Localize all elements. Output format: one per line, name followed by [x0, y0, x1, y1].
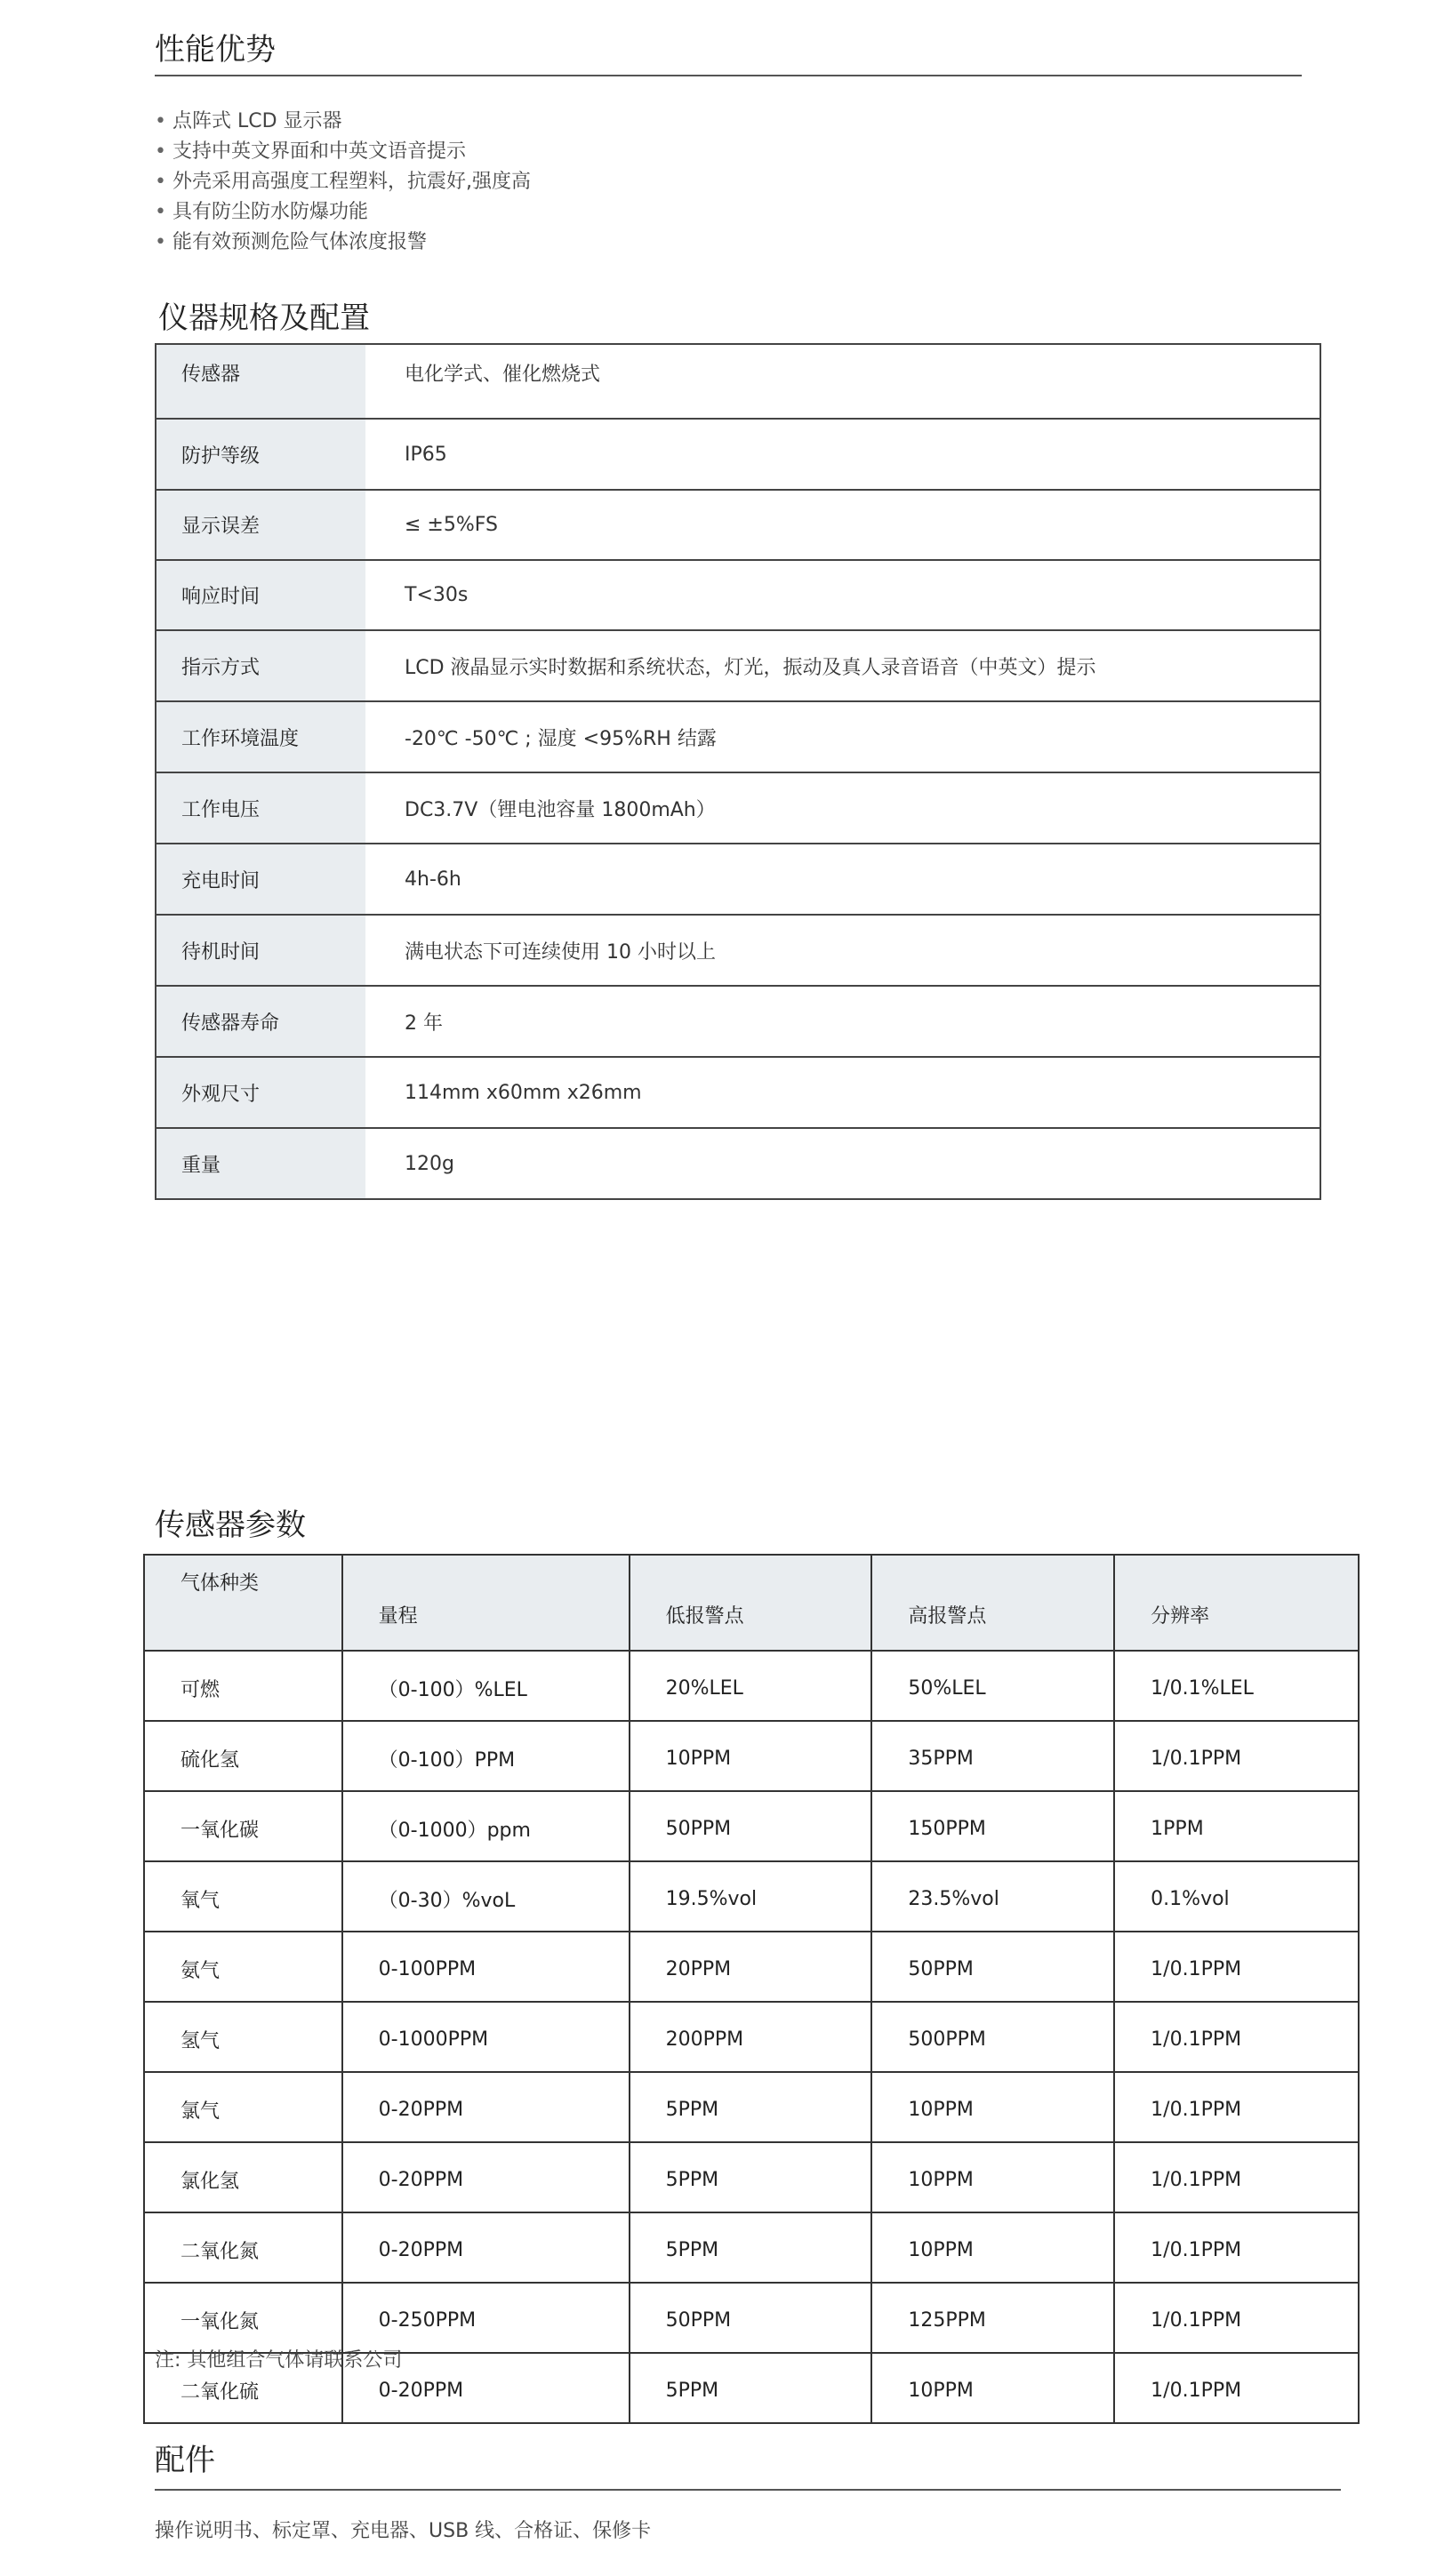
- table-cell: 0-1000PPM: [342, 2002, 630, 2072]
- table-cell: 125PPM: [871, 2283, 1114, 2353]
- spec-key: 充电时间: [156, 844, 365, 915]
- table-cell: 5PPM: [630, 2212, 872, 2283]
- table-row: [156, 1128, 1320, 1199]
- table-cell: 35PPM: [871, 1721, 1114, 1791]
- list-item: • 外壳采用高强度工程塑料，抗震好,强度高: [155, 167, 531, 197]
- table-cell: 150PPM: [871, 1791, 1114, 1861]
- table-cell: （0-1000）ppm: [342, 1791, 630, 1861]
- table-row: [156, 344, 1320, 419]
- spec-value: 4h-6h: [365, 844, 1320, 915]
- table-cell: 1/0.1PPM: [1114, 2283, 1359, 2353]
- table-row: [144, 2212, 1359, 2283]
- spec-key: 显示误差: [156, 490, 365, 560]
- spec-key: 外观尺寸: [156, 1057, 365, 1128]
- table-cell: 500PPM: [871, 2002, 1114, 2072]
- accessories-divider: [155, 2489, 1341, 2491]
- spec-value: 满电状态下可连续使用 10 小时以上: [365, 915, 1320, 986]
- table-row: [156, 844, 1320, 915]
- sensor-title: 传感器参数: [155, 1508, 306, 1543]
- spec-title: 仪器规格及配置: [158, 300, 370, 336]
- table-cell: 1/0.1%LEL: [1114, 1651, 1359, 1721]
- spec-value: ≤ ±5%FS: [365, 490, 1320, 560]
- spec-key: 防护等级: [156, 419, 365, 490]
- table-cell: 0-20PPM: [342, 2212, 630, 2283]
- table-cell: 10PPM: [871, 2072, 1114, 2142]
- table-cell: 0-20PPM: [342, 2353, 630, 2423]
- spec-value: LCD 液晶显示实时数据和系统状态，灯光，振动及真人录音语音（中英文）提示: [365, 630, 1320, 701]
- table-cell: 一氧化氮: [144, 2283, 342, 2353]
- table-cell: 5PPM: [630, 2072, 872, 2142]
- table-cell: 1/0.1PPM: [1114, 2142, 1359, 2212]
- spec-key: 待机时间: [156, 915, 365, 986]
- bullet-icon: •: [155, 171, 166, 193]
- list-item: • 支持中英文界面和中英文语音提示: [155, 137, 531, 167]
- table-cell: （0-30）%voL: [342, 1861, 630, 1932]
- spec-key: 重量: [156, 1128, 365, 1199]
- table-row: [156, 630, 1320, 701]
- bullet-icon: •: [155, 231, 166, 253]
- table-cell: 50%LEL: [871, 1651, 1114, 1721]
- spec-value: -20℃ -50℃ ; 湿度 <95%RH 结露: [365, 701, 1320, 772]
- spec-value: 电化学式、催化燃烧式: [365, 344, 1320, 419]
- column-header-resolution: 分辨率: [1114, 1555, 1359, 1651]
- sensor-table: [143, 1554, 1360, 2424]
- accessories-text: 操作说明书、标定罩、充电器、USB 线、合格证、保修卡: [155, 2520, 652, 2542]
- bullet-icon: •: [155, 110, 166, 132]
- table-row: [144, 1791, 1359, 1861]
- table-cell: 0-100PPM: [342, 1932, 630, 2002]
- table-cell: 50PPM: [630, 2283, 872, 2353]
- table-cell: 1/0.1PPM: [1114, 2353, 1359, 2423]
- spec-key: 工作电压: [156, 772, 365, 844]
- table-row: [144, 2283, 1359, 2353]
- table-cell: 10PPM: [871, 2142, 1114, 2212]
- table-row: [144, 1721, 1359, 1791]
- list-item: • 点阵式 LCD 显示器: [155, 107, 531, 137]
- table-cell: 10PPM: [630, 1721, 872, 1791]
- table-cell: 硫化氢: [144, 1721, 342, 1791]
- table-cell: 氯化氢: [144, 2142, 342, 2212]
- table-cell: 二氧化氮: [144, 2212, 342, 2283]
- spec-value: 120g: [365, 1128, 1320, 1199]
- table-row: [144, 1651, 1359, 1721]
- table-cell: 5PPM: [630, 2353, 872, 2423]
- table-cell: 200PPM: [630, 2002, 872, 2072]
- table-cell: 10PPM: [871, 2212, 1114, 2283]
- spec-key: 传感器寿命: [156, 986, 365, 1057]
- table-row: [144, 1932, 1359, 2002]
- spec-value: DC3.7V（锂电池容量 1800mAh）: [365, 772, 1320, 844]
- table-row: [156, 701, 1320, 772]
- table-row: [144, 2072, 1359, 2142]
- table-row: [144, 2142, 1359, 2212]
- table-cell: 0-20PPM: [342, 2142, 630, 2212]
- spec-key: 响应时间: [156, 560, 365, 630]
- table-row: [156, 1057, 1320, 1128]
- table-cell: 氨气: [144, 1932, 342, 2002]
- table-cell: 1PPM: [1114, 1791, 1359, 1861]
- performance-title: 性能优势: [155, 32, 276, 68]
- spec-value: T<30s: [365, 560, 1320, 630]
- table-cell: 1/0.1PPM: [1114, 2002, 1359, 2072]
- table-cell: 一氧化碳: [144, 1791, 342, 1861]
- table-cell: 19.5%vol: [630, 1861, 872, 1932]
- table-cell: 23.5%vol: [871, 1861, 1114, 1932]
- table-cell: （0-100）PPM: [342, 1721, 630, 1791]
- table-cell: 可燃: [144, 1651, 342, 1721]
- accessories-title: 配件: [155, 2443, 215, 2478]
- spec-value: IP65: [365, 419, 1320, 490]
- table-cell: 50PPM: [871, 1932, 1114, 2002]
- list-item: • 具有防尘防水防爆功能: [155, 197, 531, 228]
- table-header-row: [144, 1555, 1359, 1651]
- performance-list: [155, 107, 531, 258]
- column-header-high-alarm: 高报警点: [871, 1555, 1114, 1651]
- table-cell: 0-20PPM: [342, 2072, 630, 2142]
- spec-key: 工作环境温度: [156, 701, 365, 772]
- table-cell: 氢气: [144, 2002, 342, 2072]
- table-cell: 50PPM: [630, 1791, 872, 1861]
- table-cell: 20PPM: [630, 1932, 872, 2002]
- column-header-low-alarm: 低报警点: [630, 1555, 872, 1651]
- table-cell: 10PPM: [871, 2353, 1114, 2423]
- table-cell: 1/0.1PPM: [1114, 2212, 1359, 2283]
- table-cell: 5PPM: [630, 2142, 872, 2212]
- table-row: [144, 2002, 1359, 2072]
- table-cell: 氯气: [144, 2072, 342, 2142]
- table-row: [156, 915, 1320, 986]
- table-cell: 1/0.1PPM: [1114, 2072, 1359, 2142]
- bullet-icon: •: [155, 140, 166, 163]
- table-row: [156, 560, 1320, 630]
- table-row: [156, 419, 1320, 490]
- spec-table: [155, 343, 1321, 1200]
- sensor-note: 注: 其他组合气体请联系公司: [155, 2349, 403, 2372]
- table-cell: 1/0.1PPM: [1114, 1932, 1359, 2002]
- table-cell: 氧气: [144, 1861, 342, 1932]
- spec-key: 传感器: [156, 344, 365, 419]
- table-row: [156, 490, 1320, 560]
- table-cell: 20%LEL: [630, 1651, 872, 1721]
- table-cell: （0-100）%LEL: [342, 1651, 630, 1721]
- table-cell: 二氧化硫: [144, 2353, 342, 2423]
- table-row: [156, 772, 1320, 844]
- column-header-range: 量程: [342, 1555, 630, 1651]
- bullet-icon: •: [155, 201, 166, 223]
- table-cell: 0.1%vol: [1114, 1861, 1359, 1932]
- table-cell: 1/0.1PPM: [1114, 1721, 1359, 1791]
- table-row: [144, 1861, 1359, 1932]
- column-header-gas: 气体种类: [144, 1555, 342, 1651]
- spec-value: 114mm x60mm x26mm: [365, 1057, 1320, 1128]
- spec-key: 指示方式: [156, 630, 365, 701]
- performance-divider: [155, 75, 1302, 76]
- table-row: [156, 986, 1320, 1057]
- list-item: • 能有效预测危险气体浓度报警: [155, 228, 531, 258]
- spec-value: 2 年: [365, 986, 1320, 1057]
- table-cell: 0-250PPM: [342, 2283, 630, 2353]
